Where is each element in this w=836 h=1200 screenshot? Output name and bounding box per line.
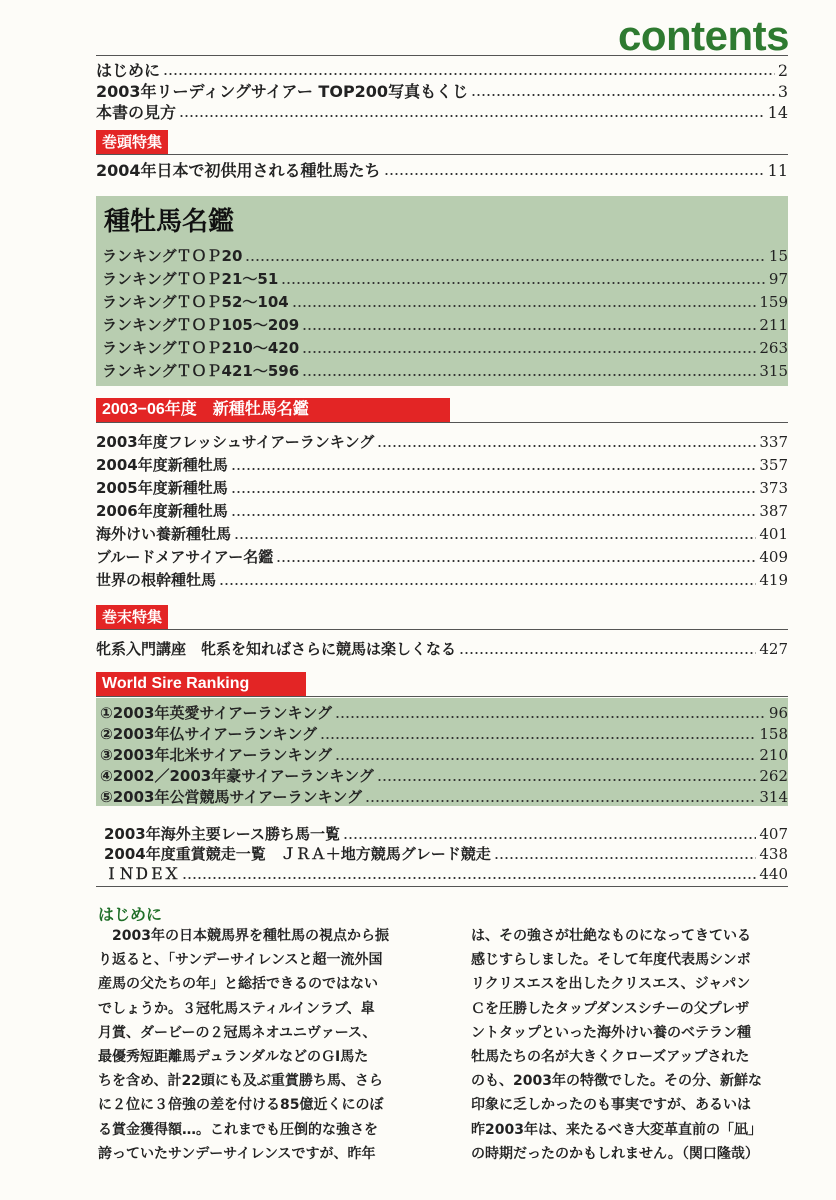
- toc-entry-title: 2003年度フレッシュサイアーランキング: [96, 433, 375, 451]
- toc-entry-page: 373: [759, 479, 788, 497]
- leader-dots: [245, 259, 765, 261]
- toc-entry-page: 440: [759, 865, 788, 883]
- leader-dots: [365, 800, 756, 802]
- toc-entry-title: はじめに: [96, 61, 161, 80]
- intro-left-column: [98, 924, 389, 1166]
- toc-entry[interactable]: [96, 454, 788, 475]
- toc-entry[interactable]: [96, 546, 788, 567]
- intro-line: り返ると、「サンデーサイレンスと超一流外国: [98, 952, 383, 969]
- intro-line: ちを含め、計22頭にも及ぶ重賞勝ち馬、さら: [98, 1073, 383, 1090]
- toc-entry[interactable]: [102, 314, 788, 335]
- intro-line: 月賞、ダービーの２冠馬ネオユニヴァース、: [98, 1024, 377, 1041]
- intro-line: ントタップといった海外けい養のベテラン種: [471, 1024, 751, 1041]
- toc-entry-page: 3: [777, 82, 788, 101]
- leader-dots: [276, 560, 756, 562]
- section-label-new-sires: 2003−06年度 新種牡馬名鑑: [96, 398, 450, 422]
- intro-line: 誇っていたサンデーサイレンスですが、昨年: [98, 1145, 376, 1162]
- leader-dots: [377, 779, 757, 781]
- intro-line: に２位に３倍強の差を付ける85億近くにのぼ: [98, 1097, 384, 1114]
- leader-dots: [163, 73, 775, 75]
- leader-dots: [302, 328, 756, 330]
- sire-directory-heading: 種牡馬名鑑: [104, 207, 235, 237]
- intro-line: Ｃを圧勝したタップダンスシチーの父プレザ: [471, 1000, 750, 1017]
- toc-entry-page: 357: [759, 456, 788, 474]
- leader-dots: [292, 305, 757, 307]
- toc-entry[interactable]: [104, 843, 788, 864]
- intro-line: 印象に乏しかったのも事実ですが、あるいは: [471, 1097, 751, 1114]
- intro-line: 牡馬たちの名が大きくクローズアップされた: [471, 1049, 750, 1066]
- intro-line: る賞金獲得額…。これまでも圧倒的な強さを: [98, 1121, 378, 1138]
- toc-entry-page: 387: [759, 502, 788, 520]
- section-rule: [96, 629, 788, 630]
- toc-entry[interactable]: [96, 500, 788, 521]
- toc-entry[interactable]: [96, 431, 788, 452]
- toc-entry[interactable]: [102, 245, 788, 266]
- toc-entry-page: 96: [768, 704, 788, 722]
- toc-entry-title: 2003年リーディングサイアー TOP200写真もくじ: [96, 82, 469, 101]
- leader-dots: [231, 491, 757, 493]
- toc-entry-page: 419: [759, 571, 788, 589]
- intro-right-column: [471, 924, 762, 1166]
- leader-dots: [182, 877, 756, 879]
- toc-entry[interactable]: [96, 58, 788, 81]
- toc-entry-title: ④2002／2003年豪サイアーランキング: [100, 767, 374, 785]
- leader-dots: [231, 514, 757, 516]
- leader-dots: [343, 837, 756, 839]
- intro-line: でしょうか。３冠牝馬スティルインラブ、皐: [98, 1000, 375, 1017]
- section-label-world-sire-ranking: World Sire Ranking: [96, 672, 306, 696]
- toc-entry-title: 2006年度新種牡馬: [96, 502, 228, 520]
- toc-entry[interactable]: [104, 863, 788, 884]
- toc-entry-page: 14: [767, 103, 788, 122]
- intro-line: 感じすらしました。そして年度代表馬シンボ: [471, 952, 751, 969]
- toc-entry-title: ランキングＴＯＰ421～596: [102, 362, 300, 380]
- toc-entry-page: 262: [759, 767, 788, 785]
- toc-entry-page: 97: [768, 270, 788, 288]
- toc-entry[interactable]: [96, 523, 788, 544]
- toc-entry-title: 2004年度重賞競走一覧 ＪＲＡ＋地方競馬グレード競走: [104, 845, 491, 863]
- intro-line: 昨2003年は、来たるべき大変革直前の「凪」: [471, 1121, 762, 1138]
- leader-dots: [281, 282, 766, 284]
- toc-entry-page: 407: [759, 825, 788, 843]
- toc-entry-title: ランキングＴＯＰ210～420: [102, 339, 300, 357]
- toc-entry[interactable]: [100, 786, 788, 807]
- leader-dots: [377, 445, 756, 447]
- toc-entry[interactable]: [102, 291, 788, 312]
- section-rule: [96, 422, 788, 423]
- intro-line: リクリスエスを出したクリスエス、ジャパン: [471, 976, 751, 993]
- toc-entry[interactable]: [96, 569, 788, 590]
- toc-entry-page: 210: [759, 746, 788, 764]
- leader-dots: [179, 115, 765, 117]
- toc-entry-title: ⑤2003年公営競馬サイアーランキング: [100, 788, 363, 806]
- leader-dots: [302, 374, 756, 376]
- leader-dots: [335, 758, 756, 760]
- leader-dots: [302, 351, 756, 353]
- intro-line: 産馬の父たちの年」と総括できるのではない: [98, 976, 378, 993]
- toc-entry-title: 2004年度新種牡馬: [96, 456, 228, 474]
- toc-entry-title: ランキングＴＯＰ52～104: [102, 293, 289, 311]
- toc-entry[interactable]: [100, 723, 788, 744]
- toc-entry-title: 2003年海外主要レース勝ち馬一覧: [104, 825, 340, 843]
- intro-line: は、その強さが壮絶なものになってきている: [471, 928, 751, 944]
- toc-entry-page: 159: [759, 293, 788, 311]
- toc-entry-title: ＩＮＤＥＸ: [104, 865, 180, 883]
- toc-entry-page: 438: [759, 845, 788, 863]
- toc-entry-title: ブルードメアサイアー名鑑: [96, 548, 274, 566]
- toc-entry[interactable]: [96, 79, 788, 102]
- leader-dots: [494, 857, 757, 859]
- toc-entry-page: 263: [759, 339, 788, 357]
- header-rule: [96, 55, 788, 56]
- toc-entry-title: 本書の見方: [96, 103, 177, 122]
- toc-entry[interactable]: [96, 638, 788, 659]
- toc-entry[interactable]: [102, 337, 788, 358]
- toc-entry-title: 2005年度新種牡馬: [96, 479, 228, 497]
- intro-line: 2003年の日本競馬界を種牡馬の視点から振: [98, 928, 389, 944]
- toc-entry-title: ランキングＴＯＰ21～51: [102, 270, 279, 288]
- section-rule: [96, 696, 788, 697]
- toc-entry-title: 世界の根幹種牡馬: [96, 571, 217, 589]
- intro-line: のも、2003年の特徴でした。その分、新鮮な: [471, 1073, 762, 1090]
- section-rule: [96, 154, 788, 155]
- toc-entry-page: 11: [767, 161, 788, 180]
- leader-dots: [384, 173, 765, 175]
- leader-dots: [320, 737, 756, 739]
- toc-entry-title: 2004年日本で初供用される種牡馬たち: [96, 161, 381, 180]
- intro-line: 最優秀短距離馬デュランダルなどのＧⅠ馬た: [98, 1049, 369, 1066]
- toc-entry-page: 15: [768, 247, 788, 265]
- leader-dots: [219, 583, 756, 585]
- toc-entry-page: 314: [759, 788, 788, 806]
- section-label-end-feature: 巻末特集: [96, 605, 168, 629]
- toc-entry-title: ランキングＴＯＰ20: [102, 247, 243, 265]
- leader-dots: [459, 652, 756, 654]
- toc-entry[interactable]: [102, 268, 788, 289]
- toc-entry-title: 牝系入門講座 牝系を知ればさらに競馬は楽しくなる: [96, 640, 457, 658]
- toc-entry[interactable]: [104, 823, 788, 844]
- toc-entry[interactable]: [102, 360, 788, 381]
- leader-dots: [471, 94, 775, 96]
- toc-entry-title: ②2003年仏サイアーランキング: [100, 725, 318, 743]
- toc-entry-page: 409: [759, 548, 788, 566]
- section-label-feature: 巻頭特集: [96, 130, 168, 154]
- toc-entry[interactable]: [96, 477, 788, 498]
- bottom-rule: [96, 886, 788, 887]
- toc-entry-page: 315: [759, 362, 788, 380]
- toc-entry[interactable]: [96, 100, 788, 123]
- toc-entry-page: 427: [759, 640, 788, 658]
- toc-entry[interactable]: [96, 158, 788, 181]
- page-title: contents: [618, 12, 790, 59]
- leader-dots: [234, 537, 756, 539]
- toc-entry-page: 2: [777, 61, 788, 80]
- toc-entry-title: 海外けい養新種牡馬: [96, 525, 232, 543]
- toc-entry[interactable]: [100, 765, 788, 786]
- intro-heading: はじめに: [98, 905, 163, 924]
- leader-dots: [335, 716, 766, 718]
- toc-entry-page: 158: [759, 725, 788, 743]
- toc-entry-page: 337: [759, 433, 788, 451]
- toc-entry-page: 211: [759, 316, 788, 334]
- toc-entry-title: ランキングＴＯＰ105～209: [102, 316, 300, 334]
- intro-line: の時期だったのかもしれません。（関口隆哉）: [471, 1145, 759, 1162]
- toc-entry[interactable]: [100, 744, 788, 765]
- toc-entry-title: ③2003年北米サイアーランキング: [100, 746, 333, 764]
- leader-dots: [231, 468, 757, 470]
- toc-entry-title: ①2003年英愛サイアーランキング: [100, 704, 333, 722]
- toc-entry-page: 401: [759, 525, 788, 543]
- toc-entry[interactable]: [100, 702, 788, 723]
